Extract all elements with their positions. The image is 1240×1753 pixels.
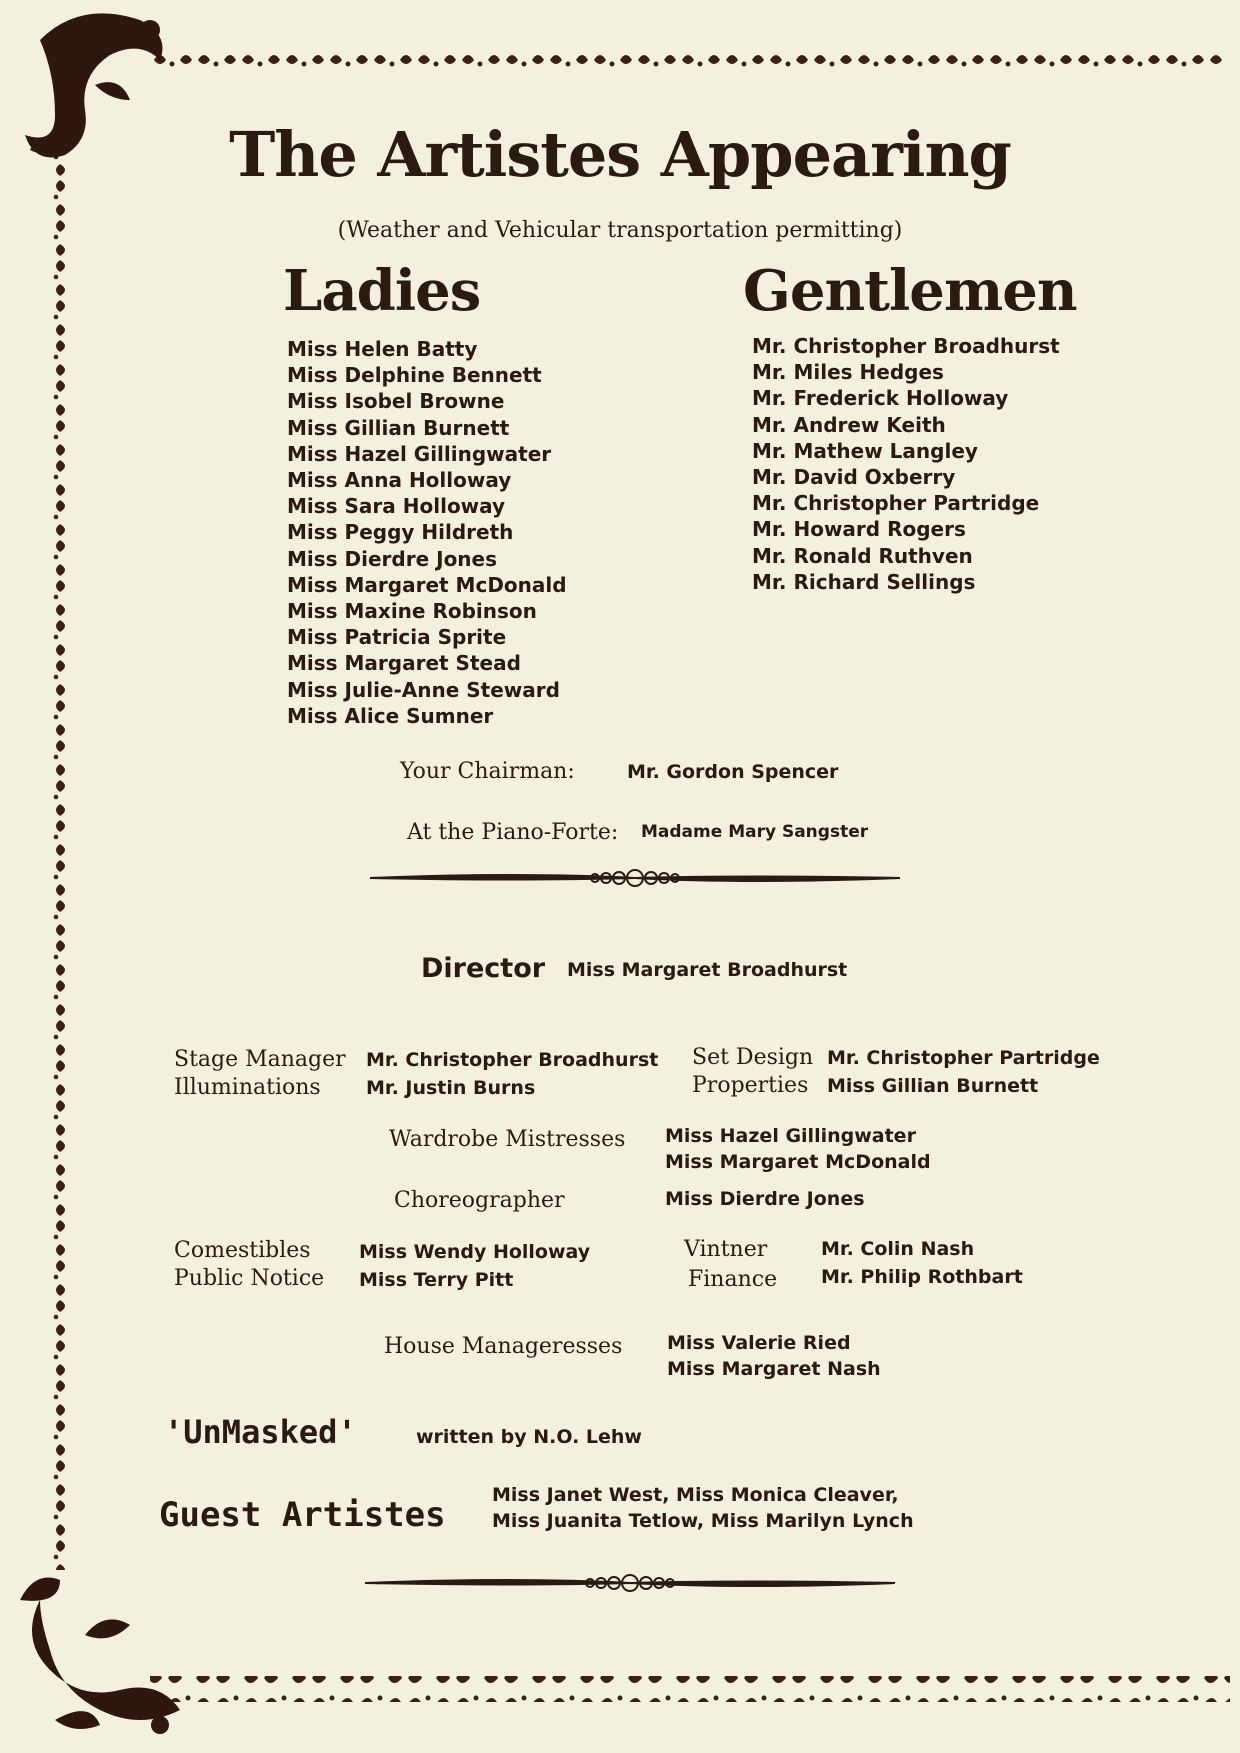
ladies-list [287, 336, 567, 729]
list-item: Miss Maxine Robinson [287, 599, 537, 624]
stage-manager-value: Mr. Christopher Broadhurst [366, 1049, 659, 1071]
vintner-value: Mr. Colin Nash [821, 1238, 975, 1260]
list-item: Miss Margaret Stead [287, 651, 521, 676]
piano-value: Madame Mary Sangster [641, 822, 869, 842]
list-item: Mr. Frederick Holloway [752, 386, 1009, 411]
choreographer-value: Miss Dierdre Jones [665, 1188, 865, 1210]
illuminations-label: Illuminations [174, 1075, 321, 1100]
gentlemen-heading: Gentlemen [743, 258, 1077, 324]
list-item: Miss Julie-Anne Steward [287, 677, 560, 702]
director-value: Miss Margaret Broadhurst [567, 959, 848, 981]
list-item: Mr. Andrew Keith [752, 412, 946, 437]
list-item: Mr. Howard Rogers [752, 517, 966, 542]
unmasked-value: written by N.O. Lehw [416, 1426, 642, 1448]
vintner-label: Vintner [684, 1237, 768, 1262]
comestibles-value: Miss Wendy Holloway [359, 1241, 591, 1263]
properties-label: Properties [692, 1073, 809, 1098]
list-item: Mr. Richard Sellings [752, 569, 976, 594]
page-title: The Artistes Appearing [229, 118, 1011, 191]
guest-artistes-label: Guest Artistes [159, 1495, 446, 1535]
wardrobe-label: Wardrobe Mistresses [389, 1127, 626, 1152]
house-value-2: Miss Margaret Nash [667, 1358, 881, 1380]
ornamental-divider [365, 1569, 895, 1597]
list-item: Mr. Ronald Ruthven [752, 543, 973, 568]
ornamental-divider [370, 864, 900, 892]
wardrobe-value-1: Miss Hazel Gillingwater [665, 1125, 916, 1147]
public-notice-label: Public Notice [174, 1266, 325, 1291]
stage-manager-label: Stage Manager [174, 1047, 346, 1072]
gentlemen-list [752, 333, 1060, 595]
illuminations-value: Mr. Justin Burns [366, 1077, 536, 1099]
choreographer-label: Choreographer [394, 1188, 565, 1213]
list-item: Miss Peggy Hildreth [287, 520, 514, 545]
list-item: Miss Alice Sumner [287, 703, 494, 728]
ladies-heading: Ladies [283, 258, 481, 324]
properties-value: Miss Gillian Burnett [827, 1075, 1039, 1097]
page-subtitle: (Weather and Vehicular transportation permitting) [337, 218, 903, 243]
unmasked-label: 'UnMasked' [164, 1413, 357, 1451]
list-item: Mr. Christopher Partridge [752, 491, 1040, 516]
list-item: Miss Sara Holloway [287, 494, 506, 519]
chairman-value: Mr. Gordon Spencer [627, 761, 839, 783]
list-item: Mr. Christopher Broadhurst [752, 334, 1060, 358]
finance-value: Mr. Philip Rothbart [821, 1266, 1023, 1288]
set-design-label: Set Design [692, 1045, 814, 1070]
list-item: Miss Gillian Burnett [287, 415, 510, 440]
wardrobe-value-2: Miss Margaret McDonald [665, 1151, 931, 1173]
list-item: Miss Helen Batty [287, 337, 478, 361]
public-notice-value: Miss Terry Pitt [359, 1269, 514, 1291]
piano-label: At the Piano-Forte: [407, 820, 619, 845]
comestibles-label: Comestibles [174, 1238, 311, 1263]
list-item: Miss Isobel Browne [287, 389, 505, 414]
director-label: Director [421, 953, 546, 984]
list-item: Mr. David Oxberry [752, 465, 956, 490]
guest-line-2: Miss Juanita Tetlow, Miss Marilyn Lynch [492, 1510, 914, 1532]
set-design-value: Mr. Christopher Partridge [827, 1047, 1100, 1069]
list-item: Miss Dierdre Jones [287, 546, 498, 571]
list-item: Miss Anna Holloway [287, 468, 512, 493]
chairman-label: Your Chairman: [400, 759, 575, 784]
list-item: Miss Margaret McDonald [287, 572, 567, 597]
list-item: Mr. Mathew Langley [752, 438, 978, 463]
list-item: Miss Delphine Bennett [287, 363, 542, 388]
list-item: Mr. Miles Hedges [752, 360, 944, 385]
guest-line-1: Miss Janet West, Miss Monica Cleaver, [492, 1484, 899, 1506]
finance-label: Finance [688, 1267, 778, 1292]
house-value-1: Miss Valerie Ried [667, 1332, 851, 1354]
list-item: Miss Patricia Sprite [287, 625, 507, 650]
house-label: House Manageresses [384, 1334, 623, 1359]
list-item: Miss Hazel Gillingwater [287, 441, 552, 466]
